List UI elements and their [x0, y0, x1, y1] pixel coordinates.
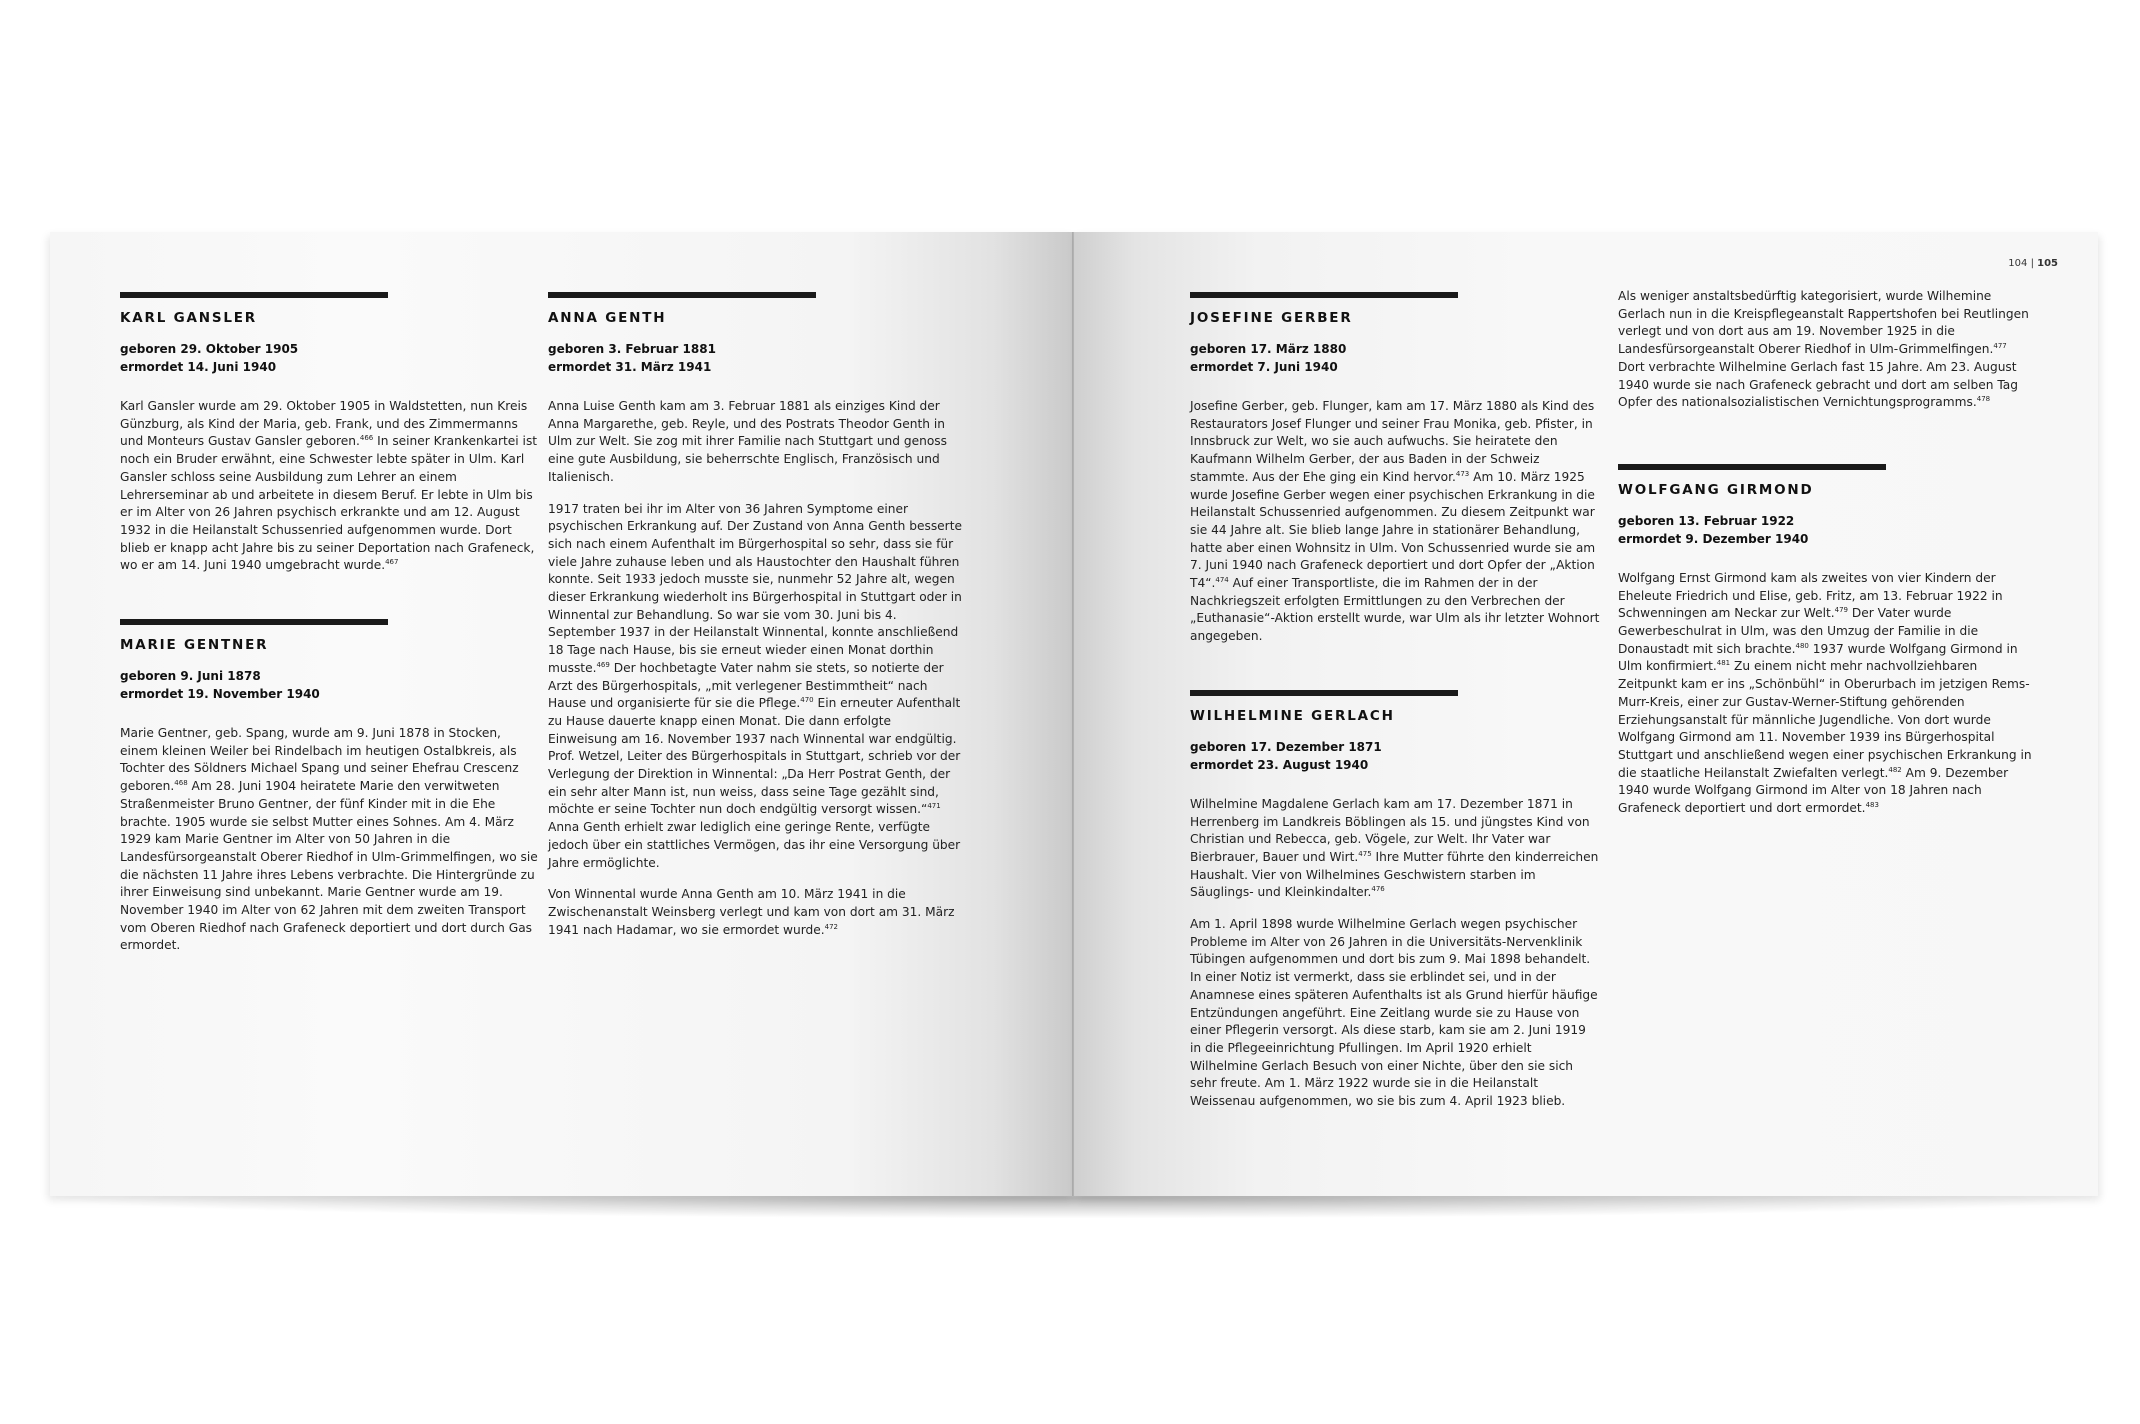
text-run: Am 1. April 1898 wurde Wilhelmine Gerlach wegen psychischer Probleme im Alter von 26 Jahren in die Universitäts-Nervenklinik Tübingen aufgenommen und dort bis zum 9. Mai 1898 behandelt. In einer Notiz ist vermerkt, dass sie erblindet sei, und in der Anamnese eines späteren Aufenthalts ist als Grund hierfür häufige Entzündungen angeführt. Eine Zeitlang wurde sie zu Hause von einer Pflegerin versorgt. Als diese starb, kam sie am 2. Juni 1919 in die Pflegeeinrichtung Pfullingen. Im April 1920 erhielt Wilhelmine Gerlach Besuch von einer Nichte, über den sie sich sehr freute. Am 1. März 1922 wurde sie in die Heilanstalt Weissenau aufgenommen, wo sie bis zum 4. April 1923 blieb. — [1190, 917, 1598, 1109]
footnote-ref: 470 — [800, 696, 814, 705]
footnote-ref: 466 — [359, 434, 374, 443]
left-column-2 — [548, 292, 964, 983]
heading-rule — [1618, 464, 1886, 470]
page-number-right: 105 — [2037, 258, 2058, 269]
death-date: ermordet 9. Dezember 1940 — [1618, 531, 1809, 546]
page-number — [2008, 258, 2058, 269]
text-run: Anna Luise Genth kam am 3. Februar 1881 als einziges Kind der Anna Margarethe, geb. Reyle, und des Postrats Theodor Genth in Ulm zur Welt. Sie zog mit ihrer Familie nach Stuttgart und genoss eine gute Ausbildung, sie beherrschte Englisch, Französisch und Italienisch. — [548, 399, 948, 484]
text-run: Anna Genth erhielt zwar lediglich eine geringe Rente, verfügte jedoch über ein stattliches Vermögen, das ihr eine Versorgung über Jahre ermöglichte. — [548, 820, 961, 870]
text-run: Zu einem nicht mehr nachvollziehbaren Zeitpunkt kam er ins „Schönbühl“ in Oberurbach im jetzigen Rems-Murr-Kreis, einer zur Gustav-Werner-Stiftung gehörenden Erziehungsanstalt für männliche Jugendliche. Von dort wurde Wolfgang Girmond am 11. November 1939 ins Bürgerhospital Stuttgart und anschließend wegen einer psychischen Erkrankung in die staatliche Heilanstalt Zwiefalten verlegt. — [1618, 659, 2032, 780]
birth-date: geboren 9. Juni 1878 — [120, 669, 261, 684]
body-paragraph — [1190, 916, 1600, 1111]
page-number-left: 104 — [2008, 258, 2028, 269]
footnote-ref: 467 — [385, 558, 399, 567]
life-dates — [548, 340, 964, 376]
text-run: Am 10. März 1925 wurde Josefine Gerber wegen einer psychischen Erkrankung in die Heilanstalt Schussenried aufgenommen. Zu diesem Zeitpunkt war sie 44 Jahre alt. Sie blieb lange Jahre in stationärer Behandlung, hatte aber einen Wohnsitz in Ulm. Von Schussenried wurde sie am 7. Juni 1940 nach Grafeneck deportiert und dort Opfer der „Aktion T4“. — [1190, 469, 1596, 591]
body-paragraph — [548, 398, 964, 487]
footnote-ref: 478 — [1976, 395, 1991, 404]
death-date: ermordet 7. Juni 1940 — [1190, 360, 1338, 374]
text-run: Ihre Mutter führte den kinderreichen Haushalt. Vier von Wilhelmines Geschwistern starben im Säuglings- und Kleinkindalter. — [1190, 849, 1599, 900]
birth-date: geboren 13. Februar 1922 — [1618, 513, 1795, 528]
birth-date: geboren 29. Oktober 1905 — [120, 342, 299, 356]
text-run: Karl Gansler wurde am 29. Oktober 1905 in Waldstetten, nun Kreis Günzburg, als Kind der Maria, geb. Frank, und des Zimmermanns und Monteurs Gustav Gansler geboren. — [120, 399, 528, 449]
body-paragraph — [548, 886, 964, 939]
person-name: WOLFGANG GIRMOND — [1618, 481, 1814, 498]
person-name: ANNA GENTH — [548, 310, 667, 326]
footnote-ref: 477 — [1993, 342, 2007, 351]
life-dates — [1190, 738, 1600, 774]
footnote-ref: 469 — [596, 660, 610, 669]
body-paragraph — [1618, 288, 2036, 412]
footnote-ref: 474 — [1215, 575, 1229, 584]
heading-rule — [1190, 690, 1458, 696]
text-run: Am 28. Juni 1904 heiratete Marie den verwitweten Straßenmeister Bruno Gentner, der fünf Kinder mit in die Ehe brachte. 1905 wurde sie selbst Mutter eines Sohnes. Am 4. März 1929 kam Marie Gentner im Alter von 50 Jahren in die Landesfürsorgeanstalt Oberer Riedhof in Ulm-Grimmelfingen, wo sie die nächsten 11 Jahre ihres Lebens verbrachte. Die Hintergründe zu ihrer Einweisung sind unbekannt. Marie Gentner wurde am 19. November 1940 im Alter von 62 Jahren mit dem zweiten Transport vom Oberen Riedhof nach Grafeneck deportiert und dort durch Gas ermordet. — [120, 779, 538, 953]
heading-rule — [120, 292, 388, 298]
text-run: Dort verbrachte Wilhelmine Gerlach fast 15 Jahre. Am 23. August 1940 wurde sie nach Grafeneck gebracht und dort am selben Tag Opfer des nationalsozialistischen Vernichtungsprogramms. — [1618, 359, 2019, 410]
life-dates — [120, 340, 538, 376]
death-date: ermordet 31. März 1941 — [548, 360, 712, 374]
footnote-ref: 483 — [1865, 801, 1879, 809]
left-column-1 — [120, 292, 538, 999]
person-name: MARIE GENTNER — [120, 637, 269, 654]
text-run: Josefine Gerber, geb. Flunger, kam am 17. März 1880 als Kind des Restaurators Josef Flunger und seiner Frau Monika, geb. Pfister, in Innsbruck zur Welt, wo sie auch aufwuchs. Sie heiratete den Kaufmann Wilhelm Gerber, der aus Baden in der Schweiz stammte. Aus der Ehe ging ein Kind hervor. — [1190, 399, 1595, 484]
person-name: JOSEFINE GERBER — [1190, 310, 1353, 326]
text-run: In seiner Krankenkartei ist noch ein Bruder erwähnt, eine Schwester lebte später in Ulm. Karl Gansler schloss seine Ausbildung zum Lehrer an einem Lehrerseminar ab und arbeitete in diesem Beruf. Er lebte in Ulm bis er im Alter von 26 Jahren psychisch erkrankte und am 12. August 1932 in die Heilanstalt Schussenried aufgenommen wurde. Dort blieb er knapp acht Jahre bis zu seiner Deportation nach Grafeneck, wo er am 14. Juni 1940 umgebracht wurde. — [120, 434, 538, 573]
body-paragraph — [120, 725, 538, 955]
footnote-ref: 482 — [1888, 765, 1902, 774]
page-number-separator: | — [2027, 258, 2038, 269]
left-page — [50, 232, 1074, 1196]
footnote-ref: 481 — [1716, 659, 1731, 668]
footnote-ref: 476 — [1371, 885, 1385, 894]
biography-entry — [120, 292, 538, 575]
person-name: KARL GANSLER — [120, 310, 257, 326]
heading-rule — [1190, 292, 1458, 298]
death-date: ermordet 14. Juni 1940 — [120, 360, 277, 374]
footnote-ref: 479 — [1834, 606, 1848, 615]
right-column-2-entries — [1618, 464, 2036, 818]
footnote-ref: 480 — [1795, 641, 1809, 650]
birth-date: geboren 17. Dezember 1871 — [1190, 739, 1382, 754]
death-date: ermordet 23. August 1940 — [1190, 757, 1369, 772]
heading-rule — [548, 292, 816, 298]
biography-entry — [548, 292, 964, 939]
text-run: Marie Gentner, geb. Spang, wurde am 9. Juni 1878 in Stocken, einem kleinen Weiler bei Rindelbach im heutigen Ostalbkreis, als Tochter des Söldners Michael Spang und seiner Ehefrau Crescenz geboren. — [120, 726, 519, 794]
text-run: Auf einer Transportliste, die im Rahmen der in der Nachkriegszeit erfolgten Ermittlungen zu den Verbrechen der „Euthanasie“-Aktion erstellt wurde, war Ulm als ihr letzter Wohnort angegeben. — [1190, 576, 1600, 644]
body-paragraph — [548, 501, 964, 873]
text-run: Ein erneuter Aufenthalt zu Hause dauerte knapp einen Monat. Die dann erfolgte Einweisung am 16. November 1937 nach Winnental war endgültig. Prof. Wetzel, Leiter des Bürgerhospitals in Stuttgart, schrieb vor der Verlegung der Direktion in Winnental: „Da Herr Postrat Genth, der ein sehr alter Mann ist, nun weiss, dass seine Tage gezählt sind, möchte er seine Tochter nun doch endgültig versorgt wissen.“ — [548, 696, 961, 817]
birth-date: geboren 3. Februar 1881 — [548, 342, 716, 356]
footnote-ref: 472 — [824, 922, 839, 931]
text-run: Der Vater wurde Gewerbeschulrat in Ulm, was den Umzug der Familie in die Donaustadt mit sich brachte. — [1618, 606, 1979, 656]
text-run: 1937 wurde Wolfgang Girmond in Ulm konfirmiert. — [1618, 641, 2018, 674]
footnote-ref: 473 — [1455, 469, 1470, 478]
life-dates — [1618, 512, 2036, 548]
biography-entry — [1190, 690, 1600, 1111]
text-run: Als weniger anstaltsbedürftig kategorisiert, wurde Wilhemine Gerlach nun in die Kreispflegeanstalt Rappertshofen bei Reutlingen verlegt und von dort aus am 19. November 1925 in die Landesfürsorgeanstalt Oberer Riedhof in Ulm-Grimmelfingen. — [1618, 289, 2029, 357]
life-dates — [1190, 340, 1600, 376]
right-page — [1074, 232, 2098, 1196]
text-run: Wilhelmine Magdalene Gerlach kam am 17. Dezember 1871 in Herrenberg im Landkreis Böblingen als 15. und jüngstes Kind von Christian und Rebecca, geb. Vögele, zur Welt. Ihr Vater war Bierbrauer, Bauer und Wirt. — [1190, 796, 1590, 864]
biography-entry — [1190, 292, 1600, 646]
body-paragraph — [1190, 796, 1600, 902]
right-column-1 — [1190, 292, 1600, 1155]
footnote-ref: 471 — [927, 802, 941, 811]
body-paragraph — [1190, 398, 1600, 646]
continued-text — [1618, 288, 2036, 412]
text-run: Wolfgang Ernst Girmond kam als zweites von vier Kindern der Eheleute Friedrich und Elise, geb. Fritz, am 13. Februar 1922 in Schwenningen am Neckar zur Welt. — [1618, 570, 2003, 621]
birth-date: geboren 17. März 1880 — [1190, 342, 1347, 356]
person-name: WILHELMINE GERLACH — [1190, 707, 1395, 724]
text-run: Von Winnental wurde Anna Genth am 10. März 1941 in die Zwischenanstalt Weinsberg verlegt und kam von dort am 31. März 1941 nach Hadamar, wo sie ermordet wurde. — [548, 887, 955, 937]
footnote-ref: 475 — [1358, 849, 1372, 858]
text-run: 1917 traten bei ihr im Alter von 36 Jahren Symptome einer psychischen Erkrankung auf. Der Zustand von Anna Genth besserte sich nach einem Aufenthalt im Bürgerhospital so sehr, dass sie für viele Jahre zuhause leben und als Haustochter den Haushalt führen konnte. Seit 1933 jedoch musste sie, nunmehr 52 Jahre alt, wegen dieser Erkrankung wiederholt ins Bürgerhospital in Stuttgart oder in Winnental zur Behandlung. So war sie vom 30. Juni bis 4. September 1937 in der Heilanstalt Winnental, konnte anschließend 18 Tage nach Hause, bis sie erneut wieder einen Monat dorthin musste. — [548, 501, 962, 675]
biography-entry — [1618, 464, 2036, 818]
body-paragraph — [1618, 570, 2036, 818]
life-dates — [120, 667, 538, 703]
body-paragraph — [120, 398, 538, 575]
text-run: Am 9. Dezember 1940 wurde Wolfgang Girmond im Alter von 18 Jahren nach Grafeneck deportiert und dort ermordet. — [1618, 765, 2009, 816]
right-column-2 — [1618, 288, 2036, 862]
biography-entry — [120, 619, 538, 955]
footnote-ref: 468 — [174, 779, 188, 788]
text-run: Der hochbetagte Vater nahm sie stets, so notierte der Arzt des Bürgerhospitals, „mit verlegener Bestimmtheit“ nach Hause und organisierte für sie die Pflege. — [548, 660, 944, 711]
death-date: ermordet 19. November 1940 — [120, 687, 320, 702]
heading-rule — [120, 619, 388, 625]
